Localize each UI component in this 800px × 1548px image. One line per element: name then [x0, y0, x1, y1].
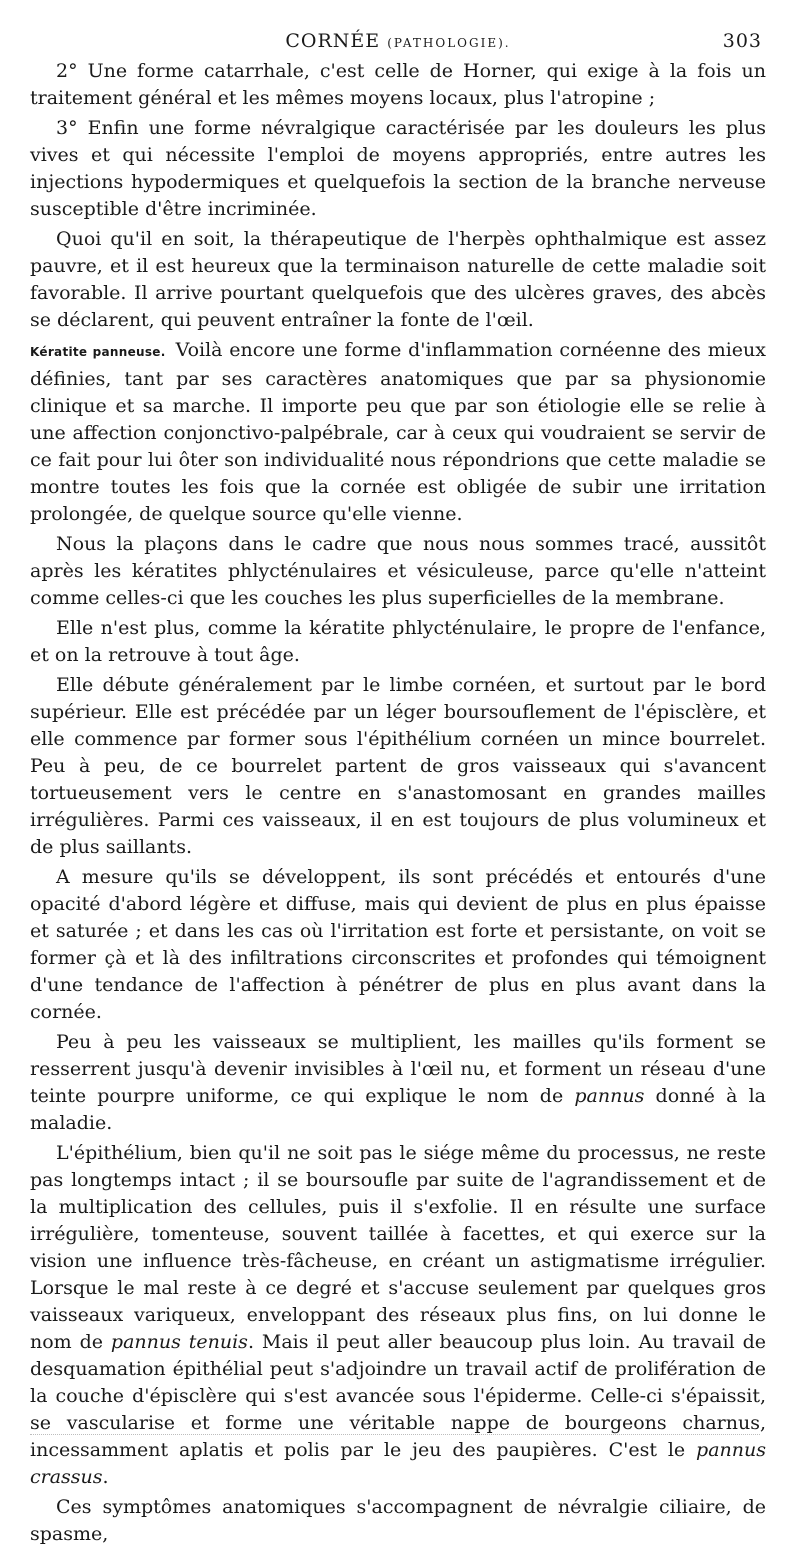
footer-rule [30, 1434, 760, 1435]
term-pannus-tenuis: pannus tenuis [110, 1331, 248, 1353]
paragraph-symptomes: Ces symptômes anatomiques s'accompagnent de névralgie ciliaire, de spasme, [30, 1496, 766, 1545]
section-sidehead: Kératite panneuse. [30, 345, 166, 359]
running-title: CORNÉE [285, 30, 381, 52]
running-head [30, 30, 766, 58]
term-pannus-crassus: pannus crassus [30, 1439, 766, 1488]
paragraph-pannus [30, 1029, 766, 1137]
epithelium-text-1: L'épithélium, bien qu'il ne soit pas le siége même du processus, ne reste pas longtemps intact ; il se boursoufle par suite de l'agrandissement et de la multiplication des cellules, puis il s'exfolie. Il en résulte une surface irrégulière, tomenteuse, souvent taillée à facettes, et qui exerce sur la vision une influence très-fâcheuse, en créant un astigmatisme irrégulier. Lorsque le mal reste à ce degré et s'accuse seulement par quelques gros vaisseaux variqueux, enveloppant des réseaux plus fins, on lui donne le nom de [30, 1142, 766, 1353]
running-subtitle: (PATHOLOGIE). [387, 36, 511, 50]
paragraph-forme-nevralgique: 3° Enfin une forme névralgique caractérisée par les douleurs les plus vives et qui nécessite l'emploi de moyens appropriés, entre autres les injections hypodermiques et quelquefois la section de la branche nerveuse susceptible d'être incriminée. [30, 117, 766, 220]
paragraph-therapeutique: Quoi qu'il en soit, la thérapeutique de l'herpès ophthalmique est assez pauvre, et il est heureux que la terminaison naturelle de cette maladie soit favorable. Il arrive pourtant quelquefois que des ulcères graves, des abcès se déclarent, qui peuvent entraîner la fonte de l'œil. [30, 228, 766, 331]
paragraph-developpement: A mesure qu'ils se développent, ils sont précédés et entourés d'une opacité d'abord légère et diffuse, mais qui devient de plus en plus épaisse et saturée ; et dans les cas où l'irritation est forte et persistante, on voit se former çà et là des infiltrations circonscrites et profondes qui témoignent d'une tendance de l'affection à pénétrer de plus en plus avant dans la cornée. [30, 866, 766, 1023]
pannus-text-after: donné à la maladie. [30, 1085, 766, 1134]
paragraph-debut: Elle débute généralement par le limbe cornéen, et surtout par le bord supérieur. Elle est précédée par un léger boursouflement de l'épisclère, et elle commence par former sous l'épithélium cornéen un mince bourrelet. Peu à peu, de ce bourrelet partent de gros vaisseaux qui s'avancent tortueusement vers le centre en s'anastomosant en grandes mailles irrégulières. Parmi ces vaisseaux, il en est toujours de plus volumineux et de plus saillants. [30, 674, 766, 858]
paragraph-age: Elle n'est plus, comme la kératite phlycténulaire, le propre de l'enfance, et on la retrouve à tout âge. [30, 617, 766, 666]
paragraph-keratite-panneuse [30, 337, 766, 528]
page-number: 303 [722, 30, 762, 52]
term-pannus: pannus [574, 1085, 645, 1107]
paragraph-forme-catarrhale: 2° Une forme catarrhale, c'est celle de Horner, qui exige à la fois un traitement général et les mêmes moyens locaux, plus l'atropine ; [30, 60, 766, 109]
paragraph-epithelium [30, 1140, 766, 1491]
epithelium-text-2: . Mais il peut aller beaucoup plus loin. Au travail de desquamation épithélial peut s'adjoindre un travail actif de prolifération de la couche d'épisclère qui s'est avancée sous l'épiderme. Celle-ci s'épaissit, se vascularise et forme une véritable nappe de bourgeons charnus, incessamment aplatis et polis par le jeu des paupières. C'est le [30, 1331, 766, 1461]
body-text [30, 58, 766, 1548]
paragraph-classement: Nous la plaçons dans le cadre que nous nous sommes tracé, aussitôt après les kératites phlycténulaires et vésiculeuse, parce qu'elle n'atteint comme celles-ci que les couches les plus superficielles de la membrane. [30, 533, 766, 609]
epithelium-text-3: . [102, 1466, 109, 1488]
section-intro-text: Voilà encore une forme d'inflammation cornéenne des mieux définies, tant par ses caractères anatomiques que par sa physionomie clinique et sa marche. Il importe peu que par son étiologie elle se relie à une affection conjonctivo-palpébrale, car à ceux qui voudraient se servir de ce fait pour lui ôter son individualité nous répondrions que cette maladie se montre toutes les fois que la cornée est obligée de subir une irritation prolongée, de quelque source qu'elle vienne. [30, 339, 766, 525]
pannus-text-before: Peu à peu les vaisseaux se multiplient, les mailles qu'ils forment se resserrent jusqu'à devenir invisibles à l'œil nu, et forment un réseau d'une teinte pourpre uniforme, ce qui explique le nom de [30, 1031, 766, 1107]
